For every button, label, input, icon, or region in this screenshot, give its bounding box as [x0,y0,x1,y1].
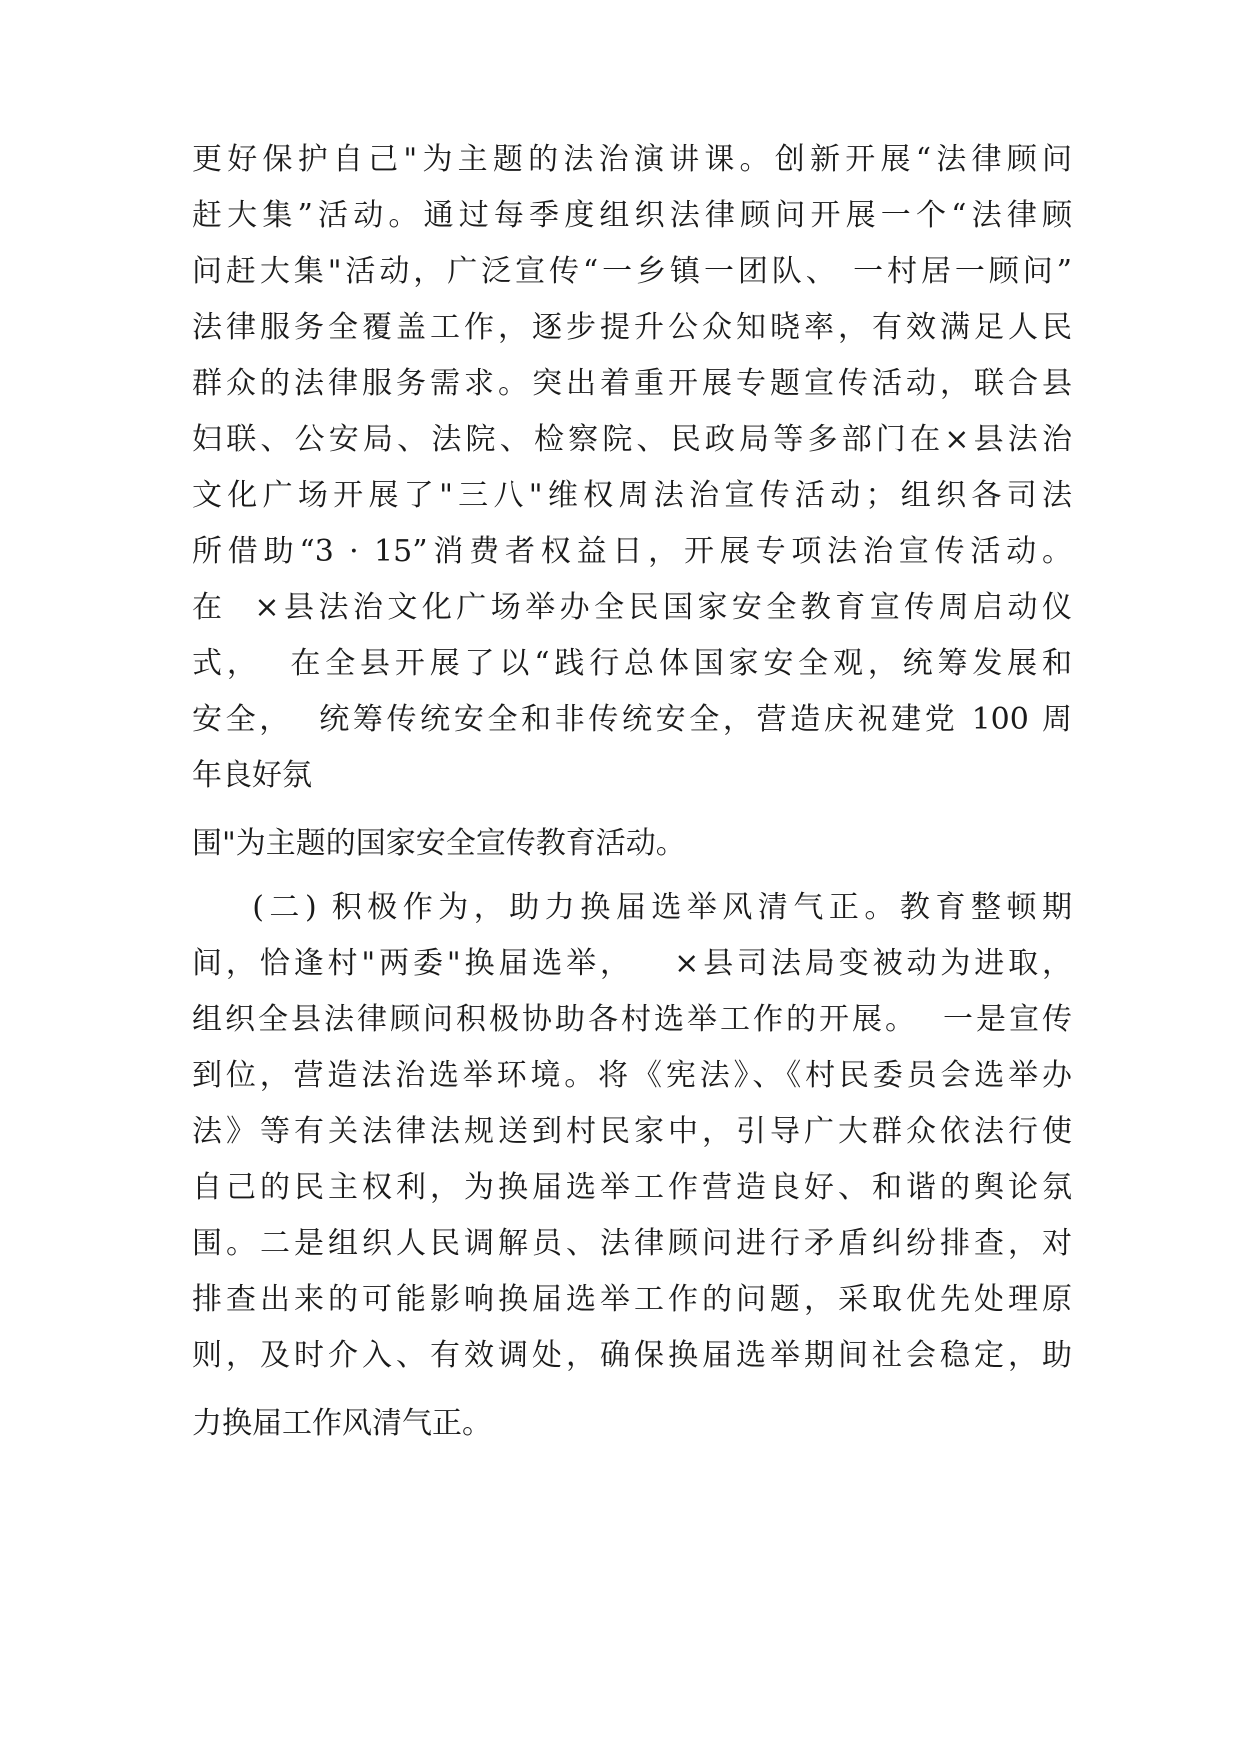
text-line: 则，及时介入、有效调处，确保换届选举期间社会稳定，助 [192,1338,1072,1373]
text-line: 在 ×县法治文化广场举办全民国家安全教育宣传周启动仪 [192,590,1072,625]
text-line: 间，恰逢村"两委"换届选举， ×县司法局变被动为进取， [192,946,1072,981]
paragraph-heading-line: (二) 积极作为，助力换届选举风清气正。教育整顿期 [192,890,1072,925]
text-line: 式， 在全县开展了以“践行总体国家安全观，统筹发展和 [192,646,1072,681]
text-line: 问赶大集"活动，广泛宣传“一乡镇一团队、 一村居一顾问” [192,254,1072,289]
text-line: 围。二是组织人民调解员、法律顾问进行矛盾纠纷排查，对 [192,1226,1072,1261]
text-line: 年良好氛 [192,758,312,793]
text-line: 文化广场开展了"三八"维权周法治宣传活动；组织各司法 [192,478,1072,513]
text-line: 自己的民主权利，为换届选举工作营造良好、和谐的舆论氛 [192,1170,1072,1205]
text-line: 所借助“3 · 15”消费者权益日，开展专项法治宣传活动。 [192,534,1072,569]
text-line: 妇联、公安局、法院、检察院、民政局等多部门在×县法治 [192,422,1072,457]
text-line: 组织全县法律顾问积极协助各村选举工作的开展。 一是宣传 [192,1002,1072,1037]
text-line: 更好保护自己"为主题的法治演讲课。创新开展“法律顾问 [192,142,1072,177]
text-line: 法律服务全覆盖工作，逐步提升公众知晓率，有效满足人民 [192,310,1072,345]
text-line: 法》等有关法律法规送到村民家中，引导广大群众依法行使 [192,1114,1072,1149]
text-line: 赶大集”活动。通过每季度组织法律顾问开展一个“法律顾 [192,198,1072,233]
text-line: 力换届工作风清气正。 [192,1406,492,1441]
text-line: 安全， 统筹传统安全和非传统安全，营造庆祝建党 100 周 [192,702,1072,737]
text-line: 围"为主题的国家安全宣传教育活动。 [192,826,686,861]
text-line: 排查出来的可能影响换届选举工作的问题，采取优先处理原 [192,1282,1072,1317]
text-line: 群众的法律服务需求。突出着重开展专题宣传活动，联合县 [192,366,1072,401]
text-line: 到位，营造法治选举环境。将《宪法》、《村民委员会选举办 [192,1058,1072,1093]
